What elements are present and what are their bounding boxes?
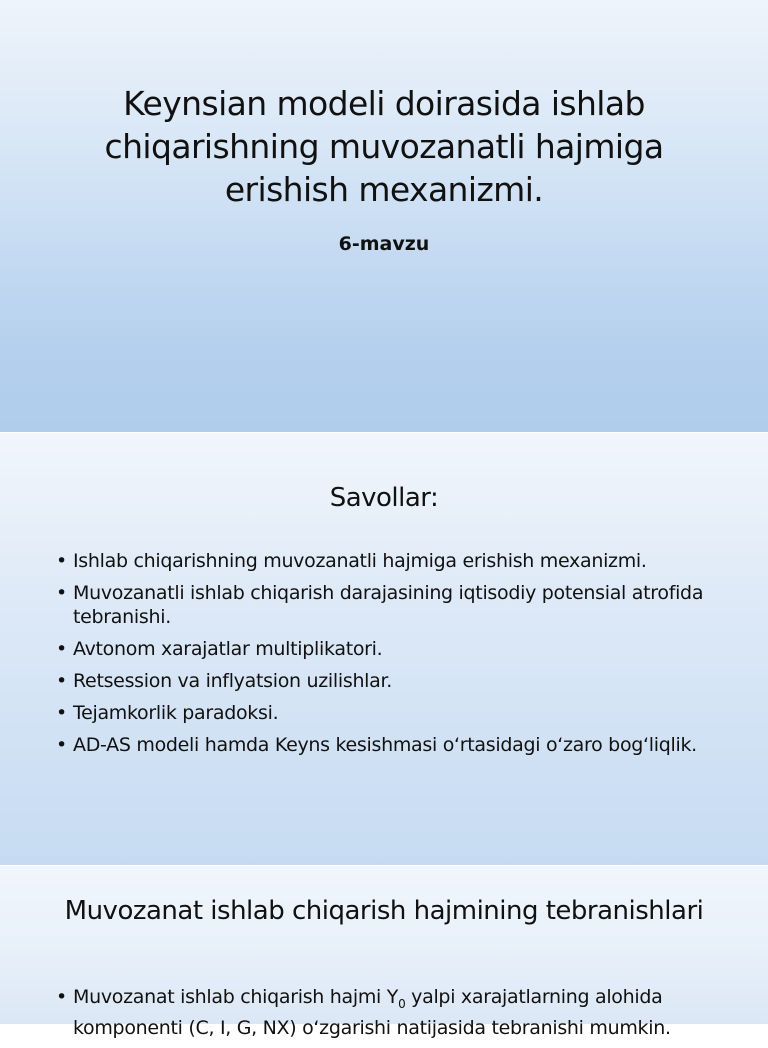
bullet-list: [56, 985, 736, 1048]
list-item-text: Ishlab chiqarishning muvozanatli hajmiga erishish mexanizmi.: [73, 550, 647, 572]
bullet-list: [56, 549, 736, 765]
list-item-text-part2: yalpi xarajatlarning alohida komponenti (C, I, G, NX) o‘zgarishi natijasida tebranishi mumkin.: [73, 986, 671, 1039]
list-item: [56, 985, 736, 1040]
list-item-text: Avtonom xarajatlar multiplikatori.: [73, 638, 383, 660]
bullet-icon: •: [56, 986, 67, 1008]
bullet-icon: •: [56, 702, 67, 724]
title-slide: [0, 0, 768, 432]
slide-title: Savollar:: [329, 483, 439, 513]
list-item-text: Muvozanatli ishlab chiqarish darajasining iqtisodiy potensial atrofida tebranishi.: [73, 582, 704, 628]
slide-title: Muvozanat ishlab chiqarish hajmining tebranishlari: [64, 896, 704, 926]
fluctuations-slide: [0, 866, 768, 1039]
list-item: [56, 669, 736, 693]
bullet-icon: •: [56, 734, 67, 756]
list-item-text: Retsession va inflyatsion uzilishlar.: [73, 670, 393, 692]
bullet-icon: •: [56, 582, 67, 604]
bullet-icon: •: [56, 550, 67, 572]
list-item: [56, 637, 736, 661]
list-item: [56, 733, 736, 757]
list-item-subscript: 0: [398, 996, 406, 1011]
slide-title: Keynsian modeli doirasida ishlab chiqarishning muvozanatli hajmiga erishish mexanizmi.: [104, 84, 664, 209]
bullet-icon: •: [56, 638, 67, 660]
list-item-text: Tejamkorlik paradoksi.: [73, 702, 279, 724]
list-item-text: AD-AS modeli hamda Keyns kesishmasi o‘rtasidagi o‘zaro bog‘liqlik.: [73, 734, 697, 756]
list-item-text-part1: Muvozanat ishlab chiqarish hajmi Y: [73, 986, 399, 1008]
bullet-icon: •: [56, 670, 67, 692]
list-item: [56, 581, 736, 629]
list-item: [56, 701, 736, 725]
list-item: [56, 549, 736, 573]
questions-slide: [0, 433, 768, 865]
slide-subtitle: 6-mavzu: [338, 233, 430, 255]
